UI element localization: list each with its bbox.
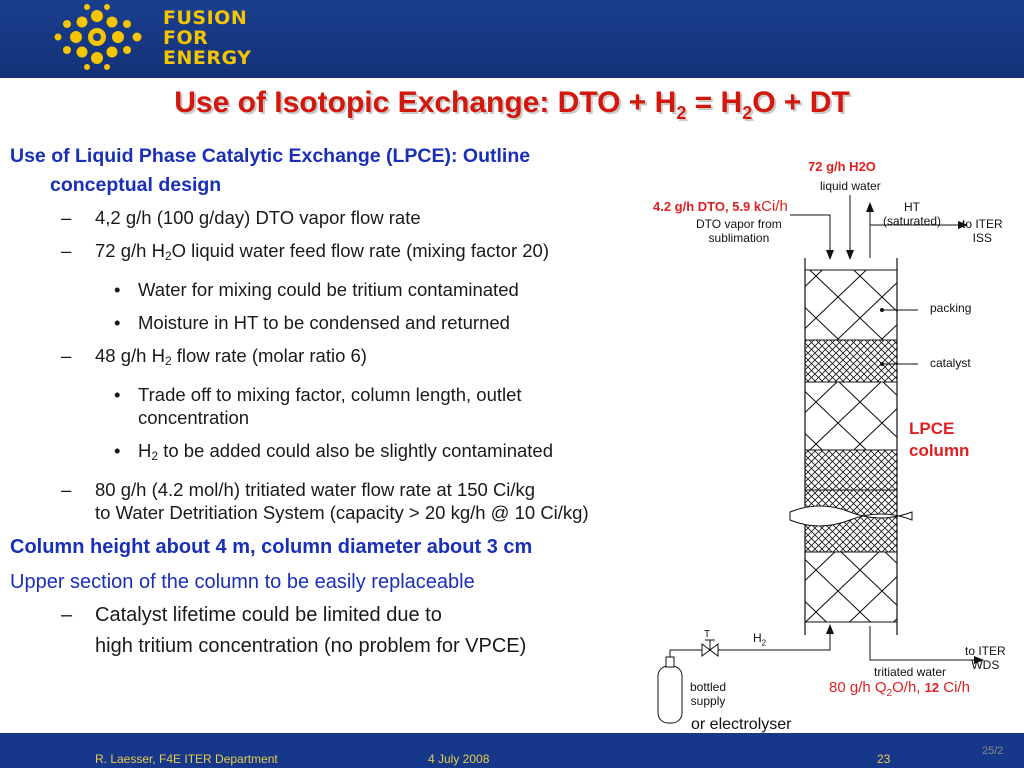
to-iter-wds-label <box>965 644 1006 672</box>
label-line: sublimation <box>708 231 770 245</box>
subscript: 2 <box>164 354 172 368</box>
label-line: HT <box>904 200 921 214</box>
logo-line-fusion: FUSION <box>163 7 248 29</box>
bullet-text: flow rate (molar ratio 6) <box>171 345 367 366</box>
dash-marker: – <box>61 207 72 228</box>
bottled-supply-label <box>690 680 726 708</box>
label-line: ISS <box>972 231 993 245</box>
sub-bullet-tritiated-water <box>10 478 730 524</box>
bullet-text: Moisture in HT to be condensed and returned <box>138 312 510 333</box>
ht-saturated-label <box>883 200 941 228</box>
dot-marker: • <box>114 312 121 333</box>
bullet-text: Trade off to mixing factor, column length, outlet <box>138 384 522 405</box>
logo-wordmark <box>163 8 251 68</box>
dot-bullet-moisture <box>10 311 730 334</box>
output-rate-label <box>829 681 970 701</box>
packing-label: packing <box>930 301 972 315</box>
liquid-water-label: liquid water <box>820 179 881 193</box>
sub-bullet-catalyst-lifetime <box>10 600 730 662</box>
dash-marker: – <box>61 479 72 500</box>
subscript: 2 <box>886 688 893 699</box>
logo-line-energy: ENERGY <box>163 47 252 69</box>
dto-vapor-label <box>696 217 782 245</box>
to-iter-iss-label <box>962 217 1003 245</box>
bullet-text: 80 g/h (4.2 mol/h) tritiated water flow rate at 150 Ci/kg <box>95 479 536 500</box>
sub-bullet-water-rate <box>10 239 730 268</box>
catalyst-label: catalyst <box>930 356 971 370</box>
label-line: WDS <box>971 658 1000 672</box>
bullet-text: Use of Liquid Phase Catalytic Exchange (LPCE): Outline <box>10 145 531 167</box>
column-body <box>790 258 912 635</box>
main-bullet-column-height: Column height about 4 m, column diameter about 3 cm <box>10 536 533 558</box>
title-part: O + DT <box>752 86 850 119</box>
footer-page-number: 23 <box>877 752 891 766</box>
electrolyser-label: or electrolyser <box>691 716 792 733</box>
dash-marker: – <box>61 345 72 366</box>
header-bar <box>0 0 1024 78</box>
label-part: 12 <box>924 680 940 695</box>
dot-marker: • <box>114 279 121 300</box>
bullet-text: to Water Detritiation System (capacity > 20 kg/h @ 10 Ci/kg) <box>95 502 589 523</box>
sub-bullet-h2-rate <box>10 344 730 373</box>
footer-corner-number: 25/2 <box>982 745 1004 757</box>
sub-bullet-dto-rate <box>10 206 730 229</box>
main-bullet-upper-section: Upper section of the column to be easily replaceable <box>10 571 475 593</box>
subscript: 2 <box>761 638 767 648</box>
dash-marker: – <box>61 240 72 261</box>
subscript: 2 <box>164 249 172 263</box>
label-line: H <box>753 631 762 645</box>
label-part: 80 g/h Q <box>829 679 887 696</box>
dash-marker: – <box>61 604 73 626</box>
bullet-text: high tritium concentration (no problem for VPCE) <box>95 635 527 657</box>
dot-marker: • <box>114 440 121 461</box>
bullet-text: 72 g/h H <box>95 240 165 261</box>
slide-title <box>0 86 1024 124</box>
dot-bullet-water-mixing <box>10 278 730 301</box>
label-line: DTO vapor from <box>696 217 782 231</box>
title-subscript: 2 <box>742 103 753 123</box>
label-line: to ITER <box>965 644 1006 658</box>
bullet-text: 48 g/h H <box>95 345 165 366</box>
bullet-text: concentration <box>138 407 250 428</box>
water-rate-label: 72 g/h H2O <box>808 159 876 174</box>
label-line: bottled <box>690 680 727 694</box>
bullet-text: H <box>138 440 152 461</box>
title-part: = H <box>686 86 743 119</box>
lpce-column-diagram <box>640 150 1024 740</box>
title-part: Use of Isotopic Exchange: DTO + H <box>174 86 677 119</box>
label-line: supply <box>690 694 726 708</box>
footer-date: 4 July 2008 <box>428 752 490 766</box>
valve-icon <box>702 640 718 656</box>
bullet-text: Water for mixing could be tritium contaminated <box>138 279 519 300</box>
title-subscript: 2 <box>676 103 687 123</box>
bullet-text: to be added could also be slightly contaminated <box>158 440 553 461</box>
main-bullet-lpce <box>10 142 730 200</box>
bullet-text: Catalyst lifetime could be limited due to <box>95 604 442 626</box>
logo-line-for: FOR <box>163 27 209 49</box>
dot-bullet-trade-off <box>10 383 730 429</box>
label-line: LPCE <box>909 419 955 438</box>
label-part: O/h, <box>892 679 925 696</box>
subscript: 2 <box>151 449 159 463</box>
dto-rate-value: 4.2 g/h DTO, 5.9 k <box>653 199 762 214</box>
h2-feed-label <box>753 631 766 650</box>
footer-author: R. Laesser, F4E ITER Department <box>95 752 278 766</box>
label-line: (saturated) <box>883 214 942 228</box>
fusion-for-energy-logo-icon <box>52 4 162 74</box>
dot-bullet-h2-contaminated <box>10 439 730 468</box>
bullet-text: conceptual design <box>50 174 222 196</box>
tritiated-water-label: tritiated water <box>874 665 947 679</box>
bullet-content <box>10 142 730 662</box>
bullet-text: O liquid water feed flow rate (mixing factor 20) <box>171 240 549 261</box>
dot-marker: • <box>114 384 121 405</box>
dto-rate-unit: Ci/h <box>761 198 788 215</box>
label-part: Ci/h <box>939 679 970 696</box>
label-line: to ITER <box>962 217 1003 231</box>
bullet-text: 4,2 g/h (100 g/day) DTO vapor flow rate <box>95 207 421 228</box>
lpce-column-label <box>909 418 969 462</box>
valve-label: T <box>704 629 711 640</box>
dto-rate-label <box>653 200 788 214</box>
label-line: column <box>909 441 970 460</box>
